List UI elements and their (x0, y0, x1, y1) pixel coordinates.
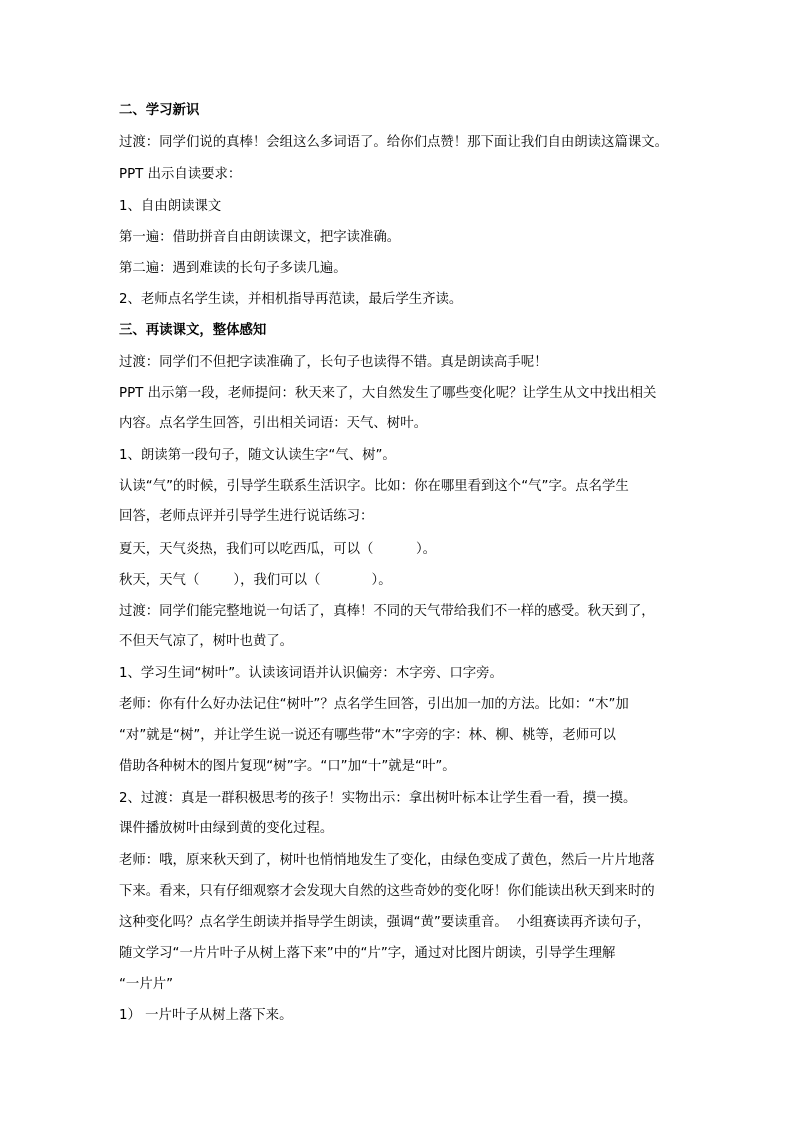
paragraph-line: 回答，老师点评并引导学生进行说话练习： (119, 509, 374, 524)
paragraph-line: 1、自由朗读课文 (119, 199, 222, 214)
paragraph-line: 老师：哦，原来秋天到了，树叶也悄悄地发生了变化，由绿色变成了黄色，然后一片片地落 (119, 853, 655, 868)
paragraph-line: 2、老师点名学生读，并相机指导再范读，最后学生齐读。 (119, 292, 463, 307)
section-heading-reread: 三、再读课文，整体感知 (119, 323, 267, 338)
paragraph-line: 不但天气凉了，树叶也黄了。 (119, 634, 294, 649)
paragraph-line: 秋天，天气（ ），我们可以（ ）。 (119, 573, 392, 588)
paragraph-line: 1、朗读第一段句子，随文认读生字“气、树”。 (119, 448, 396, 463)
paragraph-line: PPT 出示第一段，老师提问：秋天来了，大自然发生了哪些变化呢？让学生从文中找出相关 (119, 386, 657, 401)
paragraph-line: 第一遍：借助拼音自由朗读课文，把字读准确。 (119, 230, 401, 245)
paragraph-line: 第二遍：遇到难读的长句子多读几遍。 (119, 261, 347, 276)
paragraph-line: 过渡：同学们不但把字读准确了，长句子也读得不错。真是朗读高手呢！ (119, 355, 548, 370)
paragraph-line: 1、学习生词“树叶”。认读该词语并认识偏旁：木字旁、口字旁。 (119, 666, 503, 681)
paragraph-line: 1） 一片叶子从树上落下来。 (119, 1008, 293, 1023)
paragraph-line: 这种变化吗？点名学生朗读并指导学生朗读，强调“黄”要读重音。 小组赛读再齐读句子， (119, 915, 651, 930)
paragraph-line: “对”就是“树”，并让学生说一说还有哪些带“木”字旁的字：林、柳、桃等，老师可以 (119, 728, 616, 743)
section-heading-learn-new: 二、学习新识 (119, 103, 200, 118)
paragraph-line: 过渡：同学们说的真棒！会组这么多词语了。给你们点赞！那下面让我们自由朗读这篇课文。 (119, 135, 669, 150)
paragraph-line: 随文学习“一片片叶子从树上落下来”中的“片”字，通过对比图片朗读，引导学生理解 (119, 946, 616, 961)
paragraph-line: 借助各种树木的图片复现“树”字。“口”加“十”就是“叶”。 (119, 759, 456, 774)
paragraph-line: PPT 出示自读要求： (119, 167, 242, 182)
paragraph-line: “一片片” (119, 977, 174, 992)
paragraph-line: 内容。点名学生回答，引出相关词语：天气、树叶。 (119, 416, 427, 431)
paragraph-line: 过渡：同学们能完整地说一句话了，真棒！不同的天气带给我们不一样的感受。秋天到了， (119, 604, 655, 619)
paragraph-line: 课件播放树叶由绿到黄的变化过程。 (119, 821, 334, 836)
paragraph-line: 下来。看来，只有仔细观察才会发现大自然的这些奇妙的变化呀！你们能读出秋天到来时的 (119, 884, 655, 899)
paragraph-line: 老师：你有什么好办法记住“树叶”？点名学生回答，引出加一加的方法。比如：“木”加 (119, 697, 629, 712)
paragraph-line: 2、过渡：真是一群积极思考的孩子！实物出示：拿出树叶标本让学生看一看，摸一摸。 (119, 791, 637, 806)
paragraph-line: 夏天，天气炎热，我们可以吃西瓜，可以（ ）。 (119, 542, 437, 557)
paragraph-line: 认读“气”的时候，引导学生联系生活识字。比如：你在哪里看到这个“气”字。点名学生 (119, 479, 629, 494)
